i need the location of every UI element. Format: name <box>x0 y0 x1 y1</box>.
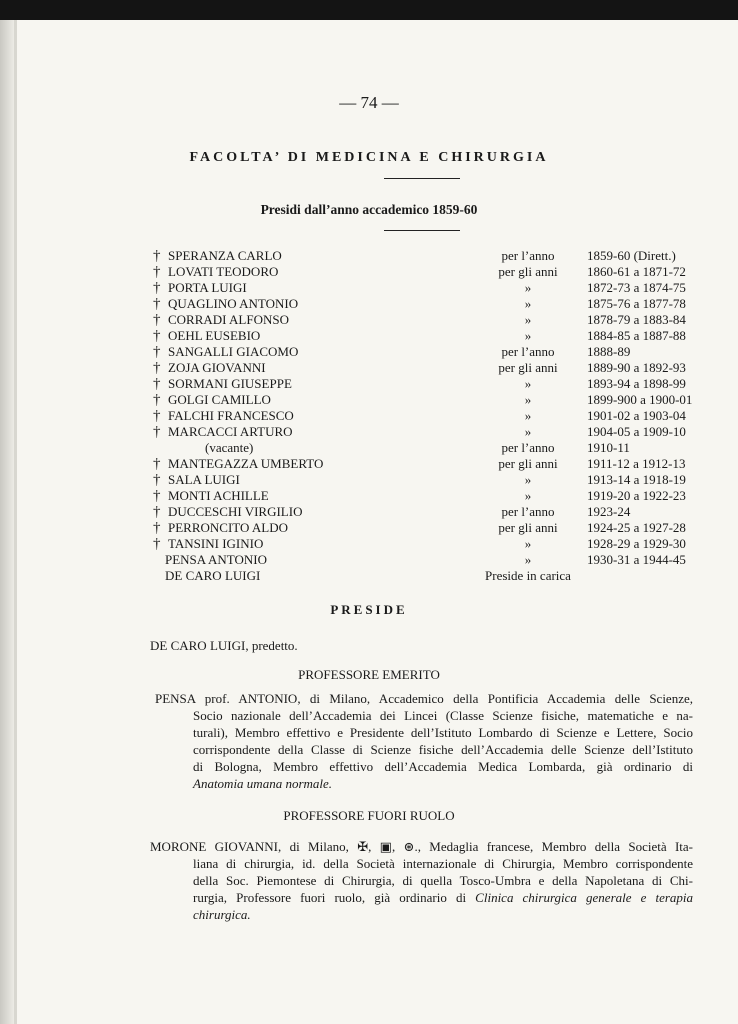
presidi-years: 1924-25 a 1927-28 <box>587 520 686 535</box>
scan-top-border <box>0 0 738 20</box>
presidi-term: » <box>524 328 532 343</box>
deceased-cross-icon: † <box>153 264 161 280</box>
presidi-years: 1878-79 a 1883-84 <box>587 312 686 327</box>
presidi-years: 1919-20 a 1922-23 <box>587 488 686 503</box>
presidi-row <box>0 392 738 408</box>
presidi-name: TANSINI IGINIO <box>168 536 264 551</box>
presidi-row <box>0 376 738 392</box>
presidi-years: 1875-76 a 1877-78 <box>587 296 686 311</box>
presidi-years: 1923-24 <box>587 504 631 519</box>
fuori-ruolo-line: liana di chirurgia, id. della Società internazionale di Chirurgia, Membro corrispondente <box>193 856 693 871</box>
presidi-term: per l’anno <box>501 440 555 455</box>
emerito-line: corrispondente della Classe di Scienze fisiche dell’Accademia delle Scienze dell’Istituto <box>193 742 693 757</box>
fuori-ruolo-line: rurgia, Professore fuori ruolo, già ordinario di <box>193 890 467 905</box>
presidi-row <box>0 408 738 424</box>
presidi-years: 1904-05 a 1909-10 <box>587 424 686 439</box>
preside-text: DE CARO LUIGI, predetto. <box>150 638 298 653</box>
presidi-row <box>0 568 738 584</box>
presidi-row <box>0 312 738 328</box>
presidi-name: SALA LUIGI <box>168 472 240 487</box>
presidi-term: » <box>524 536 532 551</box>
presidi-name: ZOJA GIOVANNI <box>168 360 266 375</box>
presidi-name: MONTI ACHILLE <box>168 488 269 503</box>
presidi-subtitle: Presidi dall’anno accademico 1859-60 <box>260 202 478 217</box>
presidi-row <box>0 520 738 536</box>
presidi-name: PORTA LUIGI <box>168 280 247 295</box>
emerito-discipline: Anatomia umana normale. <box>193 776 333 791</box>
deceased-cross-icon: † <box>153 504 161 520</box>
presidi-row <box>0 264 738 280</box>
presidi-years: 1913-14 a 1918-19 <box>587 472 686 487</box>
presidi-years: 1899-900 a 1900-01 <box>587 392 693 407</box>
presidi-term: » <box>524 312 532 327</box>
presidi-term: per l’anno <box>501 344 555 359</box>
emerito-line: di Bologna, Membro effettivo dell’Accademia Medica Lombarda, già ordinario di <box>193 759 693 774</box>
deceased-cross-icon: † <box>153 296 161 312</box>
emerito-entry <box>155 690 693 792</box>
presidi-term: » <box>524 552 532 567</box>
presidi-term: per gli anni <box>498 520 558 535</box>
deceased-cross-icon: † <box>153 472 161 488</box>
presidi-term: » <box>524 280 532 295</box>
presidi-years: 1884-85 a 1887-88 <box>587 328 686 343</box>
presidi-years: 1888-89 <box>587 344 631 359</box>
presidi-term: per gli anni <box>498 264 558 279</box>
presidi-row <box>0 472 738 488</box>
preside-heading: PRESIDE <box>330 602 408 617</box>
presidi-term: » <box>524 424 532 439</box>
fuori-ruolo-line: della Soc. Piemontese di Chirurgia, di quella Tosco-Umbra e della Napoletana di Chi- <box>193 873 693 888</box>
presidi-term: Preside in carica <box>485 568 571 583</box>
fuori-ruolo-discipline-end: chirurgica. <box>193 907 251 922</box>
fuori-ruolo-discipline: Clinica chirurgica generale e terapia <box>475 890 694 905</box>
presidi-row <box>0 424 738 440</box>
presidi-name: FALCHI FRANCESCO <box>168 408 294 423</box>
presidi-name: SPERANZA CARLO <box>168 248 282 263</box>
presidi-years: 1872-73 a 1874-75 <box>587 280 686 295</box>
page-number: — 74 — <box>339 93 399 112</box>
presidi-term: » <box>524 488 532 503</box>
fuori-ruolo-heading: PROFESSORE FUORI RUOLO <box>283 808 455 823</box>
presidi-name: MANTEGAZZA UMBERTO <box>168 456 324 471</box>
emerito-line: Socio nazionale dell’Accademia dei Lincei (Classe Scienze fisiche, matematiche e na- <box>193 708 693 723</box>
deceased-cross-icon: † <box>153 376 161 392</box>
deceased-cross-icon: † <box>153 408 161 424</box>
presidi-row <box>0 296 738 312</box>
deceased-cross-icon: † <box>153 328 161 344</box>
presidi-term: » <box>524 376 532 391</box>
title-rule <box>384 178 460 179</box>
presidi-name: CORRADI ALFONSO <box>168 312 289 327</box>
presidi-row <box>0 504 738 520</box>
presidi-row <box>0 360 738 376</box>
deceased-cross-icon: † <box>153 360 161 376</box>
presidi-row <box>0 552 738 568</box>
fuori-ruolo-entry <box>150 838 693 923</box>
presidi-name: PENSA ANTONIO <box>165 552 267 567</box>
presidi-name: MARCACCI ARTURO <box>168 424 293 439</box>
presidi-name: SORMANI GIUSEPPE <box>168 376 292 391</box>
presidi-years: 1910-11 <box>587 440 630 455</box>
presidi-years: 1930-31 a 1944-45 <box>587 552 686 567</box>
presidi-name: SANGALLI GIACOMO <box>168 344 299 359</box>
presidi-years: 1901-02 a 1903-04 <box>587 408 686 423</box>
presidi-years: 1860-61 a 1871-72 <box>587 264 686 279</box>
presidi-row <box>0 440 738 456</box>
deceased-cross-icon: † <box>153 312 161 328</box>
deceased-cross-icon: † <box>153 488 161 504</box>
presidi-row <box>0 456 738 472</box>
subtitle-rule <box>384 230 460 231</box>
presidi-name: OEHL EUSEBIO <box>168 328 261 343</box>
presidi-term: per l’anno <box>501 504 555 519</box>
deceased-cross-icon: † <box>153 424 161 440</box>
presidi-name: DE CARO LUIGI <box>165 568 261 583</box>
presidi-row <box>0 328 738 344</box>
presidi-term: » <box>524 392 532 407</box>
presidi-years: 1911-12 a 1912-13 <box>587 456 686 471</box>
presidi-row <box>0 344 738 360</box>
presidi-name: GOLGI CAMILLO <box>168 392 271 407</box>
presidi-term: » <box>524 472 532 487</box>
emerito-heading: PROFESSORE EMERITO <box>298 667 440 682</box>
fuori-ruolo-line: MORONE GIOVANNI, di Milano, ✠, ▣, ⊛., Medaglia francese, Membro della Società Ita- <box>150 839 693 854</box>
presidi-term: » <box>524 296 532 311</box>
presidi-row <box>0 488 738 504</box>
presidi-term: per gli anni <box>498 456 558 471</box>
presidi-row <box>0 536 738 552</box>
emerito-line: turali), Membro effettivo e Presidente dell’Istituto Lombardo di Scienze e Lettere, Socio <box>193 725 693 740</box>
deceased-cross-icon: † <box>153 248 161 264</box>
deceased-cross-icon: † <box>153 392 161 408</box>
presidi-years: 1889-90 a 1892-93 <box>587 360 686 375</box>
presidi-name: QUAGLINO ANTONIO <box>168 296 299 311</box>
deceased-cross-icon: † <box>153 536 161 552</box>
presidi-term: per l’anno <box>501 248 555 263</box>
deceased-cross-icon: † <box>153 520 161 536</box>
presidi-row <box>0 248 738 264</box>
presidi-name: (vacante) <box>205 440 254 455</box>
presidi-name: LOVATI TEODORO <box>168 264 279 279</box>
deceased-cross-icon: † <box>153 280 161 296</box>
presidi-name: PERRONCITO ALDO <box>168 520 289 535</box>
presidi-years: 1928-29 a 1929-30 <box>587 536 686 551</box>
emerito-line: PENSA prof. ANTONIO, di Milano, Accademico della Pontificia Accademia delle Scienze, <box>155 691 693 706</box>
presidi-years: 1859-60 (Dirett.) <box>587 248 676 263</box>
presidi-term: per gli anni <box>498 360 558 375</box>
presidi-row <box>0 280 738 296</box>
presidi-years: 1893-94 a 1898-99 <box>587 376 686 391</box>
presidi-term: » <box>524 408 532 423</box>
page-title: FACOLTA’ DI MEDICINA E CHIRURGIA <box>189 150 549 165</box>
deceased-cross-icon: † <box>153 344 161 360</box>
presidi-name: DUCCESCHI VIRGILIO <box>168 504 303 519</box>
deceased-cross-icon: † <box>153 456 161 472</box>
